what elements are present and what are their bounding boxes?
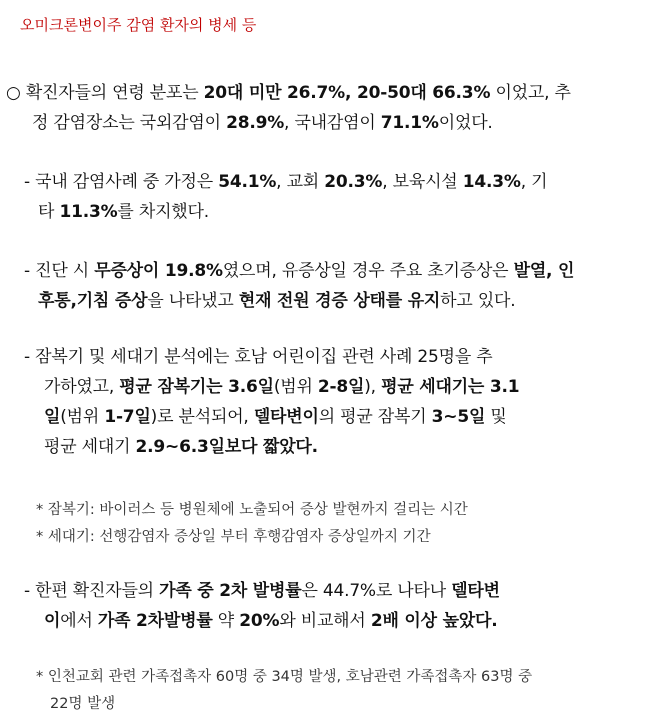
- footnote-contacts-line1: * 인천교회 관련 가족접촉자 60명 중 34명 발생, 호남관련 가족접촉자 63명 중: [36, 669, 533, 685]
- text-run: (범위: [60, 407, 105, 427]
- text-run: , 기: [520, 172, 548, 192]
- text-run: , 국내감염이: [284, 113, 381, 133]
- text-run: 은 44.7%로 나타나: [301, 581, 452, 601]
- text-run: - 한편 확진자들의: [24, 581, 160, 601]
- text-run: 와 비교해서: [279, 611, 371, 631]
- footnote-incubation: * 잠복기: 바이러스 등 병원체에 노출되어 증상 발현까지 걸리는 시간: [36, 502, 468, 518]
- bold-text-run: 71.1%: [380, 113, 439, 133]
- text-run: 및: [485, 407, 507, 427]
- bold-text-run: 이: [44, 611, 61, 631]
- section-heading: 오미크론변이주 감염 환자의 병세 등: [20, 16, 257, 34]
- paragraph-line: [24, 197, 547, 227]
- text-run: - 잠복기 및 세대기 분석에는 호남 어린이집 관련 사례 25명을 추: [24, 347, 493, 367]
- paragraph-line: [24, 372, 519, 402]
- bold-text-run: 델타변: [451, 581, 500, 601]
- bold-text-run: 가족 2차발병률: [97, 611, 213, 631]
- text-run: 가하였고,: [44, 377, 120, 397]
- bold-text-run: 2-8일: [317, 377, 365, 397]
- text-run: 이었다.: [438, 113, 493, 133]
- bold-text-run: 무증상이 19.8%: [94, 261, 223, 281]
- bold-text-run: 평균 세대기는 3.1: [381, 377, 520, 397]
- text-run: ),: [364, 377, 382, 397]
- text-run: 을 나타냈고: [147, 291, 239, 311]
- paragraph-domestic-infection: [24, 167, 547, 227]
- paragraph-line: [6, 78, 571, 108]
- bold-text-run: 20대 미만 26.7%, 20-50대 66.3%: [203, 83, 491, 103]
- text-run: 였으며, 유증상일 경우 주요 초기증상은: [222, 261, 514, 281]
- footnote-serial-interval: * 세대기: 선행감염자 증상일 부터 후행감염자 증상일까지 기간: [36, 529, 431, 545]
- bold-text-run: 14.3%: [462, 172, 521, 192]
- bold-text-run: 가족 중 2차 발병률: [159, 581, 302, 601]
- footnote-contacts: [36, 664, 532, 718]
- bold-text-run: 28.9%: [226, 113, 285, 133]
- text-run: 를 차지했다.: [117, 202, 209, 222]
- bold-text-run: 2배 이상 높았다.: [370, 611, 498, 631]
- paragraph-age-distribution: [6, 78, 571, 138]
- paragraph-line: [24, 342, 519, 372]
- paragraph-line: [24, 286, 574, 316]
- bold-text-run: 11.3%: [59, 202, 118, 222]
- text-run: 의 평균 잠복기: [318, 407, 432, 427]
- bold-text-run: 54.1%: [218, 172, 277, 192]
- bold-text-run: 발열, 인: [513, 261, 575, 281]
- text-run: , 보육시설: [382, 172, 463, 192]
- bold-text-run: 2.9~6.3일보다 짧았다.: [135, 437, 318, 457]
- bold-text-run: 현재 전원 경증 상태를 유지: [238, 291, 441, 311]
- text-run: 약: [212, 611, 240, 631]
- text-run: , 교회: [276, 172, 325, 192]
- paragraph-line: [6, 108, 571, 138]
- footnote-contacts-line2: 22명 발생: [50, 696, 116, 712]
- paragraph-line: [24, 432, 519, 462]
- bold-text-run: 평균 잠복기는 3.6일: [119, 377, 274, 397]
- bold-text-run: 델타변이: [253, 407, 319, 427]
- text-run: - 진단 시: [24, 261, 95, 281]
- footnote-definitions: [36, 497, 468, 551]
- bold-text-run: 20%: [239, 611, 280, 631]
- bold-text-run: 1-7일: [104, 407, 151, 427]
- text-run: 타: [38, 202, 60, 222]
- bold-text-run: 일: [44, 407, 61, 427]
- text-run: 에서: [60, 611, 98, 631]
- text-run: 하고 있다.: [440, 291, 516, 311]
- text-run: 이었고, 추: [490, 83, 571, 103]
- paragraph-secondary-attack-rate: [24, 576, 500, 636]
- paragraph-line: [24, 167, 547, 197]
- text-run: ○ 확진자들의 연령 분포는: [6, 83, 204, 103]
- bold-text-run: 후통,기침 증상: [38, 291, 148, 311]
- text-run: 평균 세대기: [44, 437, 136, 457]
- paragraph-line: [24, 576, 500, 606]
- bold-text-run: 20.3%: [324, 172, 383, 192]
- text-run: (범위: [273, 377, 318, 397]
- paragraph-symptoms: [24, 256, 574, 316]
- paragraph-line: [24, 402, 519, 432]
- paragraph-incubation-analysis: [24, 342, 519, 462]
- paragraph-line: [24, 256, 574, 286]
- text-run: )로 분석되어,: [150, 407, 254, 427]
- text-run: - 국내 감염사례 중 가정은: [24, 172, 219, 192]
- text-run: 정 감염장소는 국외감염이: [32, 113, 227, 133]
- paragraph-line: [24, 606, 500, 636]
- bold-text-run: 3~5일: [431, 407, 486, 427]
